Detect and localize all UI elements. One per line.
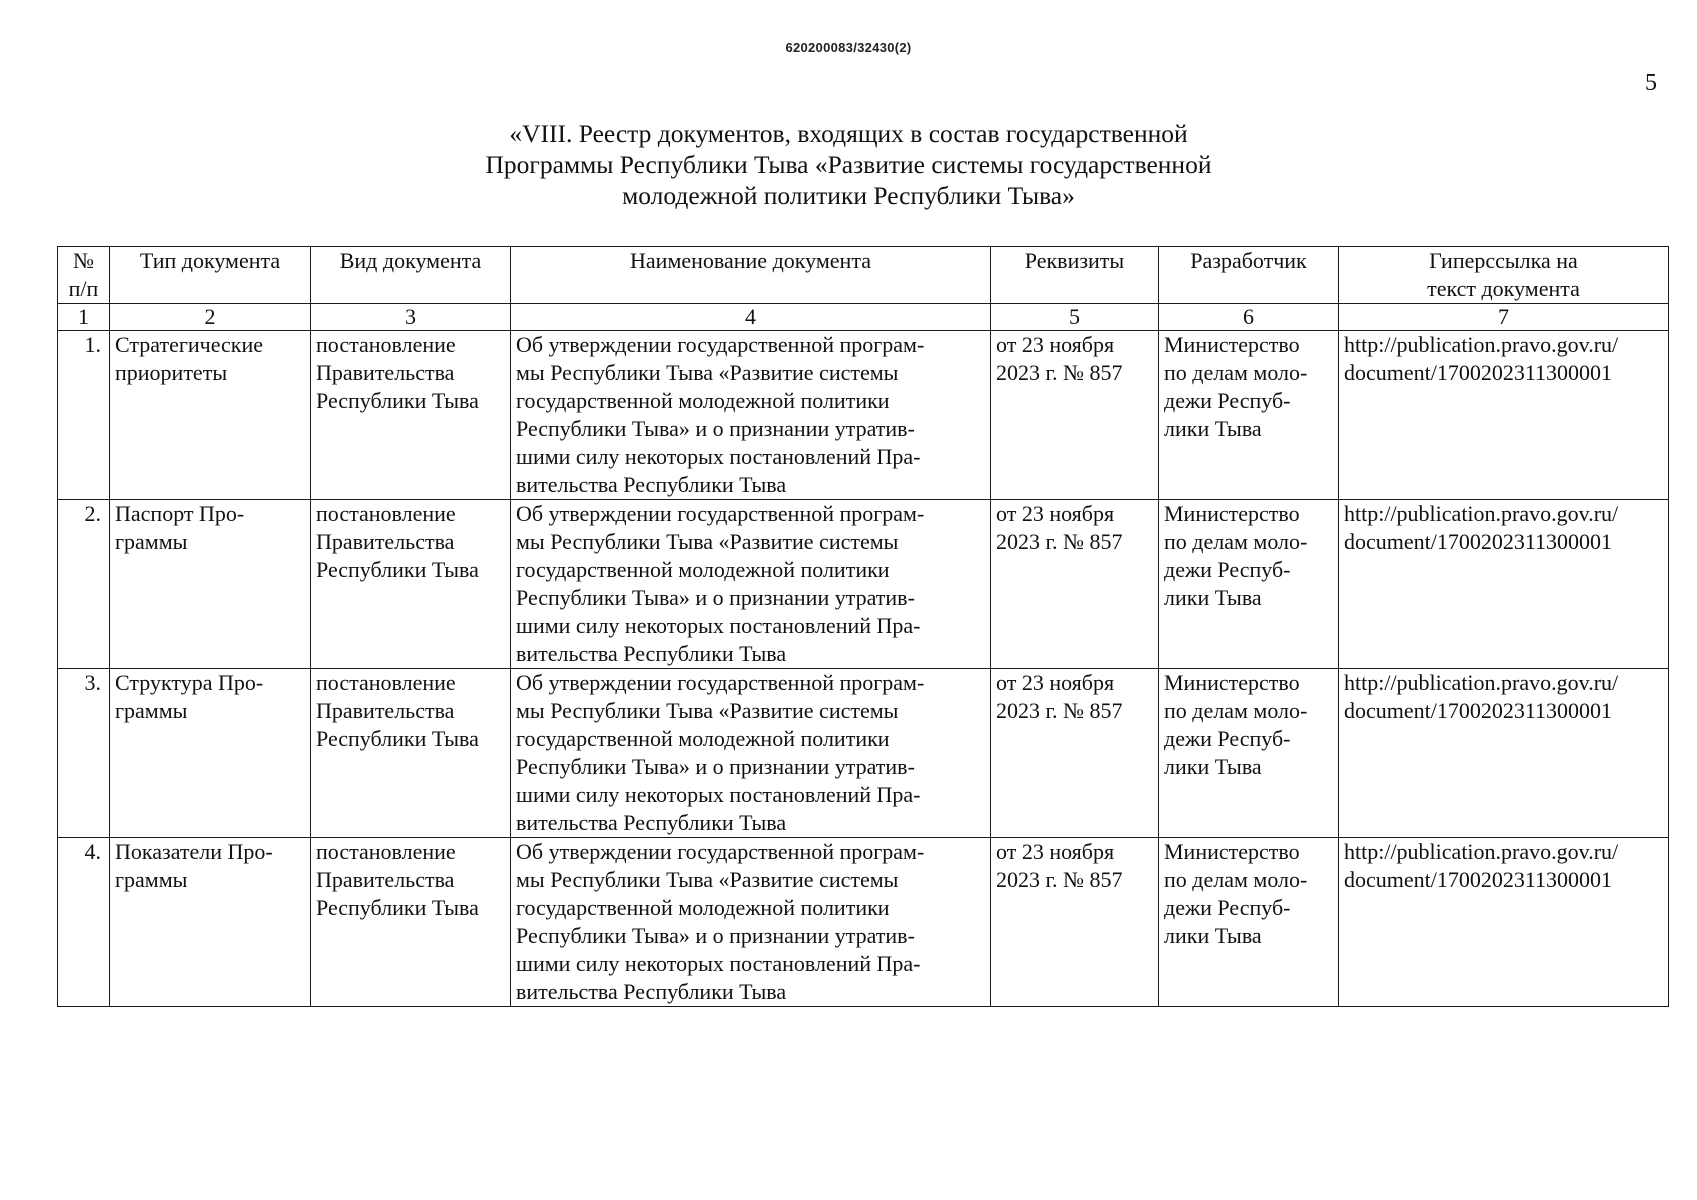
document-details: от 23 ноября 2023 г. № 857 [991,500,1159,669]
header-details: Реквизиты [991,247,1159,304]
document-kind: постановление Правительства Республики Тыва [311,331,511,500]
column-number: 2 [110,304,311,331]
table-row [58,331,1669,500]
column-number: 6 [1159,304,1339,331]
page-number: 5 [1645,70,1657,96]
document-details: от 23 ноября 2023 г. № 857 [991,669,1159,838]
document-type: Паспорт Про- граммы [110,500,311,669]
column-number: 7 [1339,304,1669,331]
header-document-name: Наименование документа [511,247,991,304]
section-title-line-2: Программы Республики Тыва «Развитие системы государственной [485,150,1212,179]
document-kind: постановление Правительства Республики Тыва [311,669,511,838]
document-hyperlink[interactable]: http://publication.pravo.gov.ru/ document/1700202311300001 [1339,500,1669,669]
column-number: 1 [58,304,110,331]
document-type: Стратегические приоритеты [110,331,311,500]
document-type: Показатели Про- граммы [110,838,311,1007]
section-title-line-1: «VIII. Реестр документов, входящих в состав государственной [509,119,1188,148]
document-registration-number: 620200083/32430(2) [785,40,912,55]
column-number: 5 [991,304,1159,331]
row-number: 3. [58,669,110,838]
column-number: 4 [511,304,991,331]
table-column-numbers-row [58,304,1669,331]
section-title [0,118,1697,211]
document-kind: постановление Правительства Республики Тыва [311,838,511,1007]
section-title-line-3: молодежной политики Республики Тыва» [622,181,1075,210]
header-number: № п/п [58,247,110,304]
document-name: Об утверждении государственной програм- мы Республики Тыва «Развитие системы государственной молодежной политики Республики Тыва» и о признании утратив- шими силу некоторых постановлений Пра- вительства Республики Тыва [511,669,991,838]
table-row [58,669,1669,838]
document-developer: Министерство по делам моло- дежи Респуб- лики Тыва [1159,500,1339,669]
document-developer: Министерство по делам моло- дежи Респуб- лики Тыва [1159,838,1339,1007]
document-hyperlink[interactable]: http://publication.pravo.gov.ru/ document/1700202311300001 [1339,838,1669,1007]
document-name: Об утверждении государственной програм- мы Республики Тыва «Развитие системы государственной молодежной политики Республики Тыва» и о признании утратив- шими силу некоторых постановлений Пра- вительства Республики Тыва [511,500,991,669]
table-row [58,500,1669,669]
document-developer: Министерство по делам моло- дежи Респуб- лики Тыва [1159,669,1339,838]
header-document-type: Тип документа [110,247,311,304]
table-row [58,838,1669,1007]
header-developer: Разработчик [1159,247,1339,304]
table-header-row [58,247,1669,304]
column-number: 3 [311,304,511,331]
row-number: 4. [58,838,110,1007]
document-kind: постановление Правительства Республики Тыва [311,500,511,669]
document-name: Об утверждении государственной програм- мы Республики Тыва «Развитие системы государственной молодежной политики Республики Тыва» и о признании утратив- шими силу некоторых постановлений Пра- вительства Республики Тыва [511,838,991,1007]
document-type: Структура Про- граммы [110,669,311,838]
header-document-kind: Вид документа [311,247,511,304]
row-number: 1. [58,331,110,500]
document-developer: Министерство по делам моло- дежи Респуб- лики Тыва [1159,331,1339,500]
header-hyperlink: Гиперссылка на текст документа [1339,247,1669,304]
document-name: Об утверждении государственной програм- мы Республики Тыва «Развитие системы государственной молодежной политики Республики Тыва» и о признании утратив- шими силу некоторых постановлений Пра- вительства Республики Тыва [511,331,991,500]
document-hyperlink[interactable]: http://publication.pravo.gov.ru/ document/1700202311300001 [1339,669,1669,838]
document-hyperlink[interactable]: http://publication.pravo.gov.ru/ document/1700202311300001 [1339,331,1669,500]
row-number: 2. [58,500,110,669]
document-details: от 23 ноября 2023 г. № 857 [991,838,1159,1007]
document-registry-table [57,246,1669,1007]
document-details: от 23 ноября 2023 г. № 857 [991,331,1159,500]
